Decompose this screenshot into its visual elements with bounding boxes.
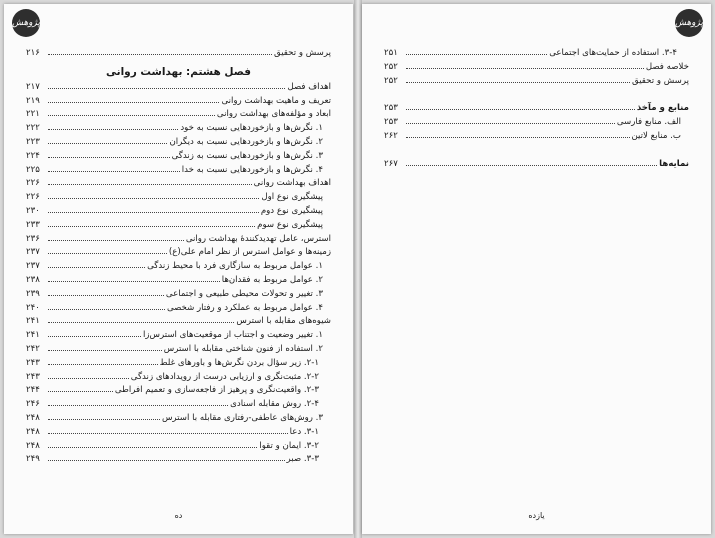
- toc-entry-page-number: ۲۴۳: [26, 357, 40, 368]
- toc-entry: [26, 316, 331, 330]
- toc-entry-page-number: ۲۴۸: [26, 440, 40, 451]
- toc-entry-page-number: ۲۴۱: [26, 330, 40, 341]
- toc-entry: [26, 344, 331, 358]
- toc-entry-page-number: ۲۴۰: [26, 302, 40, 313]
- book-spine: [354, 0, 362, 538]
- toc-entry: [26, 289, 331, 303]
- toc-entry-page-number: ۲۴۸: [26, 412, 40, 423]
- dot-leader: [48, 240, 184, 241]
- toc-entry-page-number: ۲۳۳: [26, 219, 40, 230]
- toc-entry-title: تعریف و ماهیت بهداشت روانی: [221, 95, 331, 106]
- toc-entry: [384, 131, 689, 145]
- section-gap: [384, 145, 689, 159]
- dot-leader: [48, 212, 259, 213]
- toc-entry-title: نمایه‌ها: [659, 158, 689, 169]
- toc-entry: [384, 159, 689, 173]
- left-page: [4, 4, 353, 534]
- toc-entry-title: ۴. عوامل مربوط به عملکرد و رفتار شخصی: [166, 302, 323, 313]
- dot-leader: [48, 129, 178, 130]
- toc-entry-page-number: ۲۲۲: [26, 123, 40, 134]
- toc-entry: [26, 96, 331, 110]
- dot-leader: [48, 115, 215, 116]
- page-number: یازده: [528, 511, 545, 520]
- toc-entry: [26, 192, 331, 206]
- toc-entry: [26, 82, 331, 96]
- toc-entry-title: ۳. روش‌های عاطفی-رفتاری مقابله با استرس: [161, 412, 323, 423]
- toc-entry-title: ۱. عوامل مربوط به سازگاری فرد با محیط زندگی: [147, 261, 323, 272]
- toc-entry-title: ۴. نگرش‌ها و بازخوردهایی نسبت به خدا: [181, 164, 323, 175]
- dot-leader: [406, 82, 630, 83]
- toc-entry-title: ۲-۳. واقعیت‌نگری و پرهیز از فاجعه‌سازی و تعمیم افراطی: [114, 385, 319, 396]
- dot-leader: [48, 253, 167, 254]
- toc-entry: [26, 358, 331, 372]
- toc-entry: [26, 399, 331, 413]
- toc-entry-page-number: ۲۳۷: [26, 261, 40, 272]
- dot-leader: [48, 281, 220, 282]
- toc-entry: [26, 413, 331, 427]
- toc-entry: [26, 330, 331, 344]
- toc-entry-page-number: ۲۲۶: [26, 178, 40, 189]
- dot-leader: [48, 267, 145, 268]
- toc-entry-title: ۲. عوامل مربوط به فقدان‌ها: [221, 274, 323, 285]
- toc-entry-page-number: ۲۱۷: [26, 81, 40, 92]
- toc-entry-title: پیشگیری نوع سوم: [257, 219, 323, 230]
- dot-leader: [48, 309, 165, 310]
- toc-entry-page-number: ۲۳۹: [26, 288, 40, 299]
- toc-entry: [26, 247, 331, 261]
- toc-entry-title: ۲. نگرش‌ها و بازخوردهایی نسبت به دیگران: [169, 136, 323, 147]
- page-number: ده: [174, 511, 183, 520]
- toc-entry-page-number: ۲۲۱: [26, 109, 40, 120]
- chapter-heading: فصل هشتم: بهداشت روانی: [106, 65, 251, 78]
- toc-entry: [26, 275, 331, 289]
- toc-entry: [26, 137, 331, 151]
- dot-leader: [48, 322, 234, 323]
- toc-entry-title: ۳-۴. استفاده از حمایت‌های اجتماعی: [549, 48, 677, 58]
- toc-entry-page-number: ۲۵۳: [384, 117, 398, 128]
- toc-entry-page-number: ۲۴۱: [26, 316, 40, 327]
- dot-leader: [48, 295, 164, 296]
- dot-leader: [48, 102, 219, 103]
- table-of-contents: [384, 48, 689, 173]
- toc-entry: [26, 48, 331, 62]
- toc-entry: [26, 372, 331, 386]
- toc-entry-page-number: ۲۲۳: [26, 136, 40, 147]
- toc-entry-title: پرسش و تحقیق: [274, 48, 331, 58]
- dot-leader: [406, 123, 615, 124]
- toc-entry-page-number: ۲۲۴: [26, 150, 40, 161]
- toc-entry: [26, 178, 331, 192]
- toc-entry-title: شیوه‌های مقابله با استرس: [236, 316, 331, 327]
- dot-leader: [48, 184, 252, 185]
- toc-entry-page-number: ۲۵۲: [384, 61, 398, 72]
- toc-entry-title: پرسش و تحقیق: [632, 75, 689, 86]
- toc-entry-page-number: ۲۲۶: [26, 192, 40, 203]
- toc-entry-title: ۳-۱. دعا: [289, 426, 319, 437]
- toc-entry: [26, 234, 331, 248]
- toc-entry-title: زمینه‌ها و عوامل استرس از نظر امام علی(ع): [168, 247, 331, 258]
- toc-entry: [384, 62, 689, 76]
- toc-entry-page-number: ۲۶۷: [384, 158, 398, 169]
- dot-leader: [406, 137, 630, 138]
- dot-leader: [406, 54, 547, 55]
- toc-entry-title: خلاصه فصل: [645, 61, 689, 72]
- dot-leader: [48, 433, 288, 434]
- toc-entry-page-number: ۲۳۰: [26, 205, 40, 216]
- dot-leader: [48, 143, 167, 144]
- dot-leader: [48, 378, 129, 379]
- toc-entry: [384, 76, 689, 90]
- toc-entry: [26, 441, 331, 455]
- toc-entry-page-number: ۲۲۵: [26, 164, 40, 175]
- toc-entry-title: پیشگیری نوع دوم: [260, 205, 323, 216]
- toc-entry-title: ۳. تغییر و تحولات محیطی طبیعی و اجتماعی: [165, 288, 323, 299]
- toc-entry-title: استرس، عامل تهدیدکنندهٔ بهداشت روانی: [185, 233, 331, 244]
- dot-leader: [48, 350, 162, 351]
- dot-leader: [48, 226, 255, 227]
- toc-entry: [26, 385, 331, 399]
- toc-entry-title: اهداف فصل: [287, 81, 331, 92]
- toc-entry-page-number: ۲۳۶: [26, 233, 40, 244]
- series-logo-icon: پژوهش: [675, 9, 703, 37]
- dot-leader: [48, 405, 228, 406]
- dot-leader: [48, 391, 113, 392]
- dot-leader: [48, 447, 257, 448]
- toc-entry: [26, 109, 331, 123]
- toc-entry-title: ۳-۲. ایمان و تقوا: [259, 440, 319, 451]
- dot-leader: [48, 54, 272, 55]
- toc-entry-page-number: ۲۴۳: [26, 371, 40, 382]
- dot-leader: [406, 109, 635, 110]
- dot-leader: [406, 165, 657, 166]
- toc-entry-page-number: ۲۳۸: [26, 274, 40, 285]
- toc-entry-title: اهداف بهداشت روانی: [253, 178, 331, 189]
- toc-entry-title: پیشگیری نوع اول: [261, 192, 323, 203]
- toc-entry-title: ۳-۳. صبر: [286, 454, 319, 465]
- dot-leader: [48, 171, 180, 172]
- toc-entry-title: ۱. تغییر وضعیت و اجتناب از موقعیت‌های استرس‌زا: [142, 330, 323, 341]
- toc-entry-page-number: ۲۱۶: [26, 48, 40, 58]
- toc-entry-title: ابعاد و مؤلفه‌های بهداشت روانی: [216, 109, 331, 120]
- toc-entry-page-number: ۲۳۷: [26, 247, 40, 258]
- toc-entry-title: ۳. نگرش‌ها و بازخوردهایی نسبت به زندگی: [171, 150, 323, 161]
- toc-entry-page-number: ۲۵۱: [384, 48, 398, 58]
- toc-entry-page-number: ۲۵۳: [384, 103, 398, 114]
- dot-leader: [48, 460, 285, 461]
- toc-entry: [26, 454, 331, 468]
- toc-entry-page-number: ۲۴۹: [26, 454, 40, 465]
- dot-leader: [48, 88, 285, 89]
- toc-entry: [26, 220, 331, 234]
- series-logo-icon: پژوهش: [12, 9, 40, 37]
- toc-entry: [384, 103, 689, 117]
- toc-entry-page-number: ۲۵۲: [384, 75, 398, 86]
- toc-entry-title: منابع و مآخذ: [636, 103, 689, 114]
- toc-entry: [26, 261, 331, 275]
- toc-entry-title: ۱. نگرش‌ها و بازخوردهایی نسبت به خود: [180, 123, 323, 134]
- right-page: [362, 4, 711, 534]
- toc-entry-title: ۲-۲. مثبت‌نگری و ارزیابی درست از رویدادهای زندگی: [130, 371, 319, 382]
- dot-leader: [48, 364, 158, 365]
- toc-entry: [26, 151, 331, 165]
- dot-leader: [48, 198, 259, 199]
- toc-entry: [26, 165, 331, 179]
- dot-leader: [48, 419, 160, 420]
- toc-entry-page-number: ۲۴۶: [26, 399, 40, 410]
- toc-entry-title: الف. منابع فارسی: [616, 117, 681, 128]
- toc-entry-title: ۲-۴. روش مقابله اسنادی: [230, 399, 319, 410]
- toc-entry-page-number: ۲۴۴: [26, 385, 40, 396]
- toc-entry: [26, 206, 331, 220]
- toc-entry-title: ۲. استفاده از فنون شناختی مقابله با استرس: [163, 343, 323, 354]
- table-of-contents: [26, 48, 331, 468]
- dot-leader: [406, 68, 644, 69]
- toc-entry: [26, 123, 331, 137]
- toc-entry-page-number: ۲۱۹: [26, 95, 40, 106]
- toc-entry-page-number: ۲۴۲: [26, 343, 40, 354]
- dot-leader: [48, 157, 170, 158]
- section-gap: [384, 89, 689, 103]
- toc-entry: [384, 117, 689, 131]
- toc-entry: [26, 303, 331, 317]
- dot-leader: [48, 336, 141, 337]
- toc-entry-page-number: ۲۶۲: [384, 130, 398, 141]
- toc-entry-title: ب. منابع لاتین: [631, 130, 681, 141]
- toc-entry: [26, 427, 331, 441]
- toc-entry: [384, 48, 689, 62]
- toc-entry-page-number: ۲۴۸: [26, 426, 40, 437]
- toc-entry-title: ۲-۱. زیر سؤال بردن نگرش‌ها و باورهای غلط: [159, 357, 319, 368]
